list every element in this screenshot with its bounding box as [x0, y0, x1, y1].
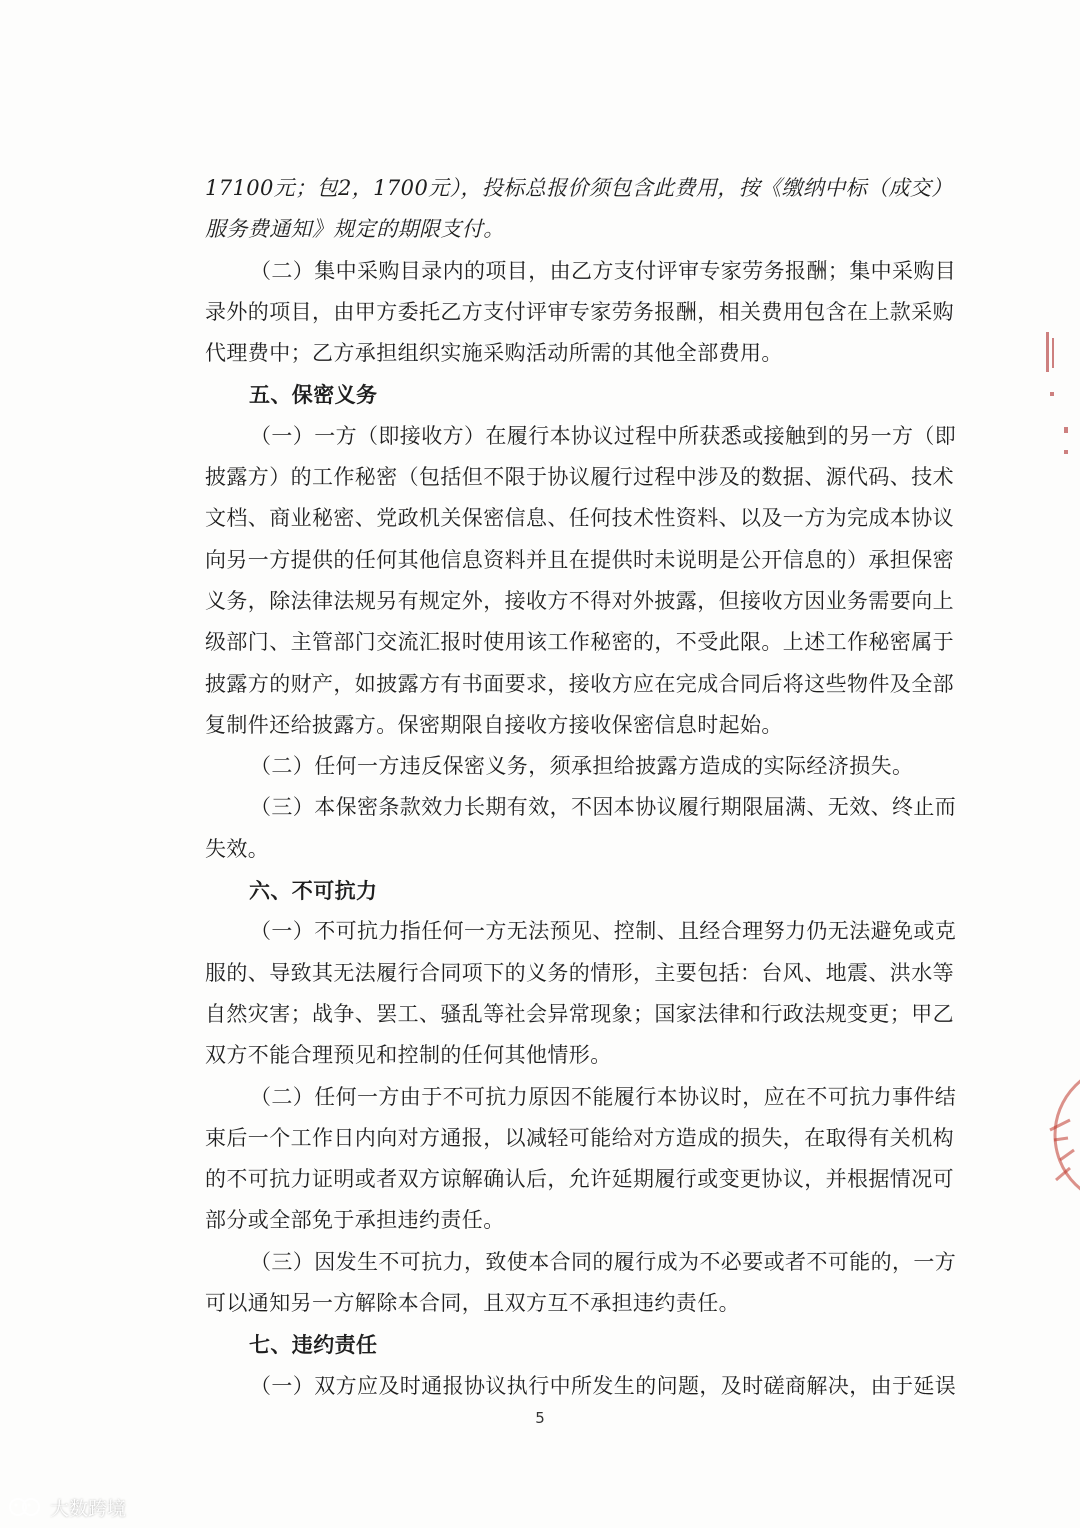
text-line: （二）任何一方违反保密义务，须承担给披露方造成的实际经济损失。: [250, 754, 914, 779]
text-line: 披露方的财产，如披露方有书面要求，接收方应在完成合同后将这些物件及全部: [205, 671, 954, 696]
text-line: 级部门、主管部门交流汇报时使用该工作秘密的，不受此限。上述工作秘密属于: [205, 630, 954, 655]
text-line: （一）不可抗力指任何一方无法预见、控制、且经合理努力仍无法避免或克: [250, 919, 957, 944]
text-line: 束后一个工作日内向对方通报，以减轻可能给对方造成的损失，在取得有关机构: [205, 1125, 954, 1150]
text-line: 义务，除法律法规另有规定外，接收方不得对外披露，但接收方因业务需要向上: [205, 588, 954, 613]
red-stamp-icon: [1030, 1060, 1080, 1210]
watermark: [8, 1494, 126, 1520]
section-heading: 五、保密义务: [249, 382, 378, 408]
watermark-text: 大数跨境: [50, 1497, 127, 1520]
page-number: 5: [535, 1409, 545, 1427]
text-line: 双方不能合理预见和控制的任何其他情形。: [205, 1043, 612, 1068]
text-line: 自然灾害；战争、罢工、骚乱等社会异常现象；国家法律和行政法规变更；甲乙: [205, 1001, 954, 1026]
seal-edge-marks: [1040, 332, 1070, 462]
text-line: 录外的项目，由甲方委托乙方支付评审专家劳务报酬，相关费用包含在上款采购: [205, 299, 954, 324]
text-line: 服务费通知》规定的期限支付。: [205, 217, 505, 242]
text-line: （二）任何一方由于不可抗力原因不能履行本协议时，应在不可抗力事件结: [250, 1084, 957, 1109]
text-line: （二）集中采购目录内的项目，由乙方支付评审专家劳务报酬；集中采购目: [250, 258, 957, 283]
text-line: 的不可抗力证明或者双方谅解确认后，允许延期履行或变更协议，并根据情况可: [205, 1167, 954, 1192]
watermark-logo-icon: [8, 1496, 44, 1518]
text-line: 代理费中；乙方承担组织实施采购活动所需的其他全部费用。: [205, 341, 783, 366]
text-line: 文档、商业秘密、党政机关保密信息、任何技术性资料、以及一方为完成本协议: [205, 506, 954, 531]
document-body: [205, 168, 957, 1407]
section-heading: 六、不可抗力: [249, 878, 378, 904]
text-line: 部分或全部免于承担违约责任。: [205, 1208, 505, 1233]
text-line: 披露方）的工作秘密（包括但不限于协议履行过程中涉及的数据、源代码、技术: [205, 465, 954, 490]
section-heading: 七、违约责任: [249, 1332, 378, 1358]
text-line: （三）本保密条款效力长期有效，不因本协议履行期限届满、无效、终止而: [250, 795, 957, 820]
text-line: （一）一方（即接收方）在履行本协议过程中所获悉或接触到的另一方（即: [250, 423, 957, 448]
text-line: （一）双方应及时通报协议执行中所发生的问题，及时磋商解决，由于延误: [250, 1373, 957, 1398]
text-line: 服的、导致其无法履行合同项下的义务的情形，主要包括：台风、地震、洪水等: [205, 960, 954, 985]
text-line: 17100元；包2，1700元），投标总报价须包含此费用，按《缴纳中标（成交）: [205, 176, 953, 200]
text-line: 失效。: [205, 836, 270, 861]
text-line: （三）因发生不可抗力，致使本合同的履行成为不必要或者不可能的，一方: [250, 1249, 957, 1274]
text-line: 复制件还给披露方。保密期限自接收方接收保密信息时起始。: [205, 712, 783, 737]
text-line: 可以通知另一方解除本合同，且双方互不承担违约责任。: [205, 1291, 740, 1316]
text-line: 向另一方提供的任何其他信息资料并且在提供时未说明是公开信息的）承担保密: [205, 547, 954, 572]
